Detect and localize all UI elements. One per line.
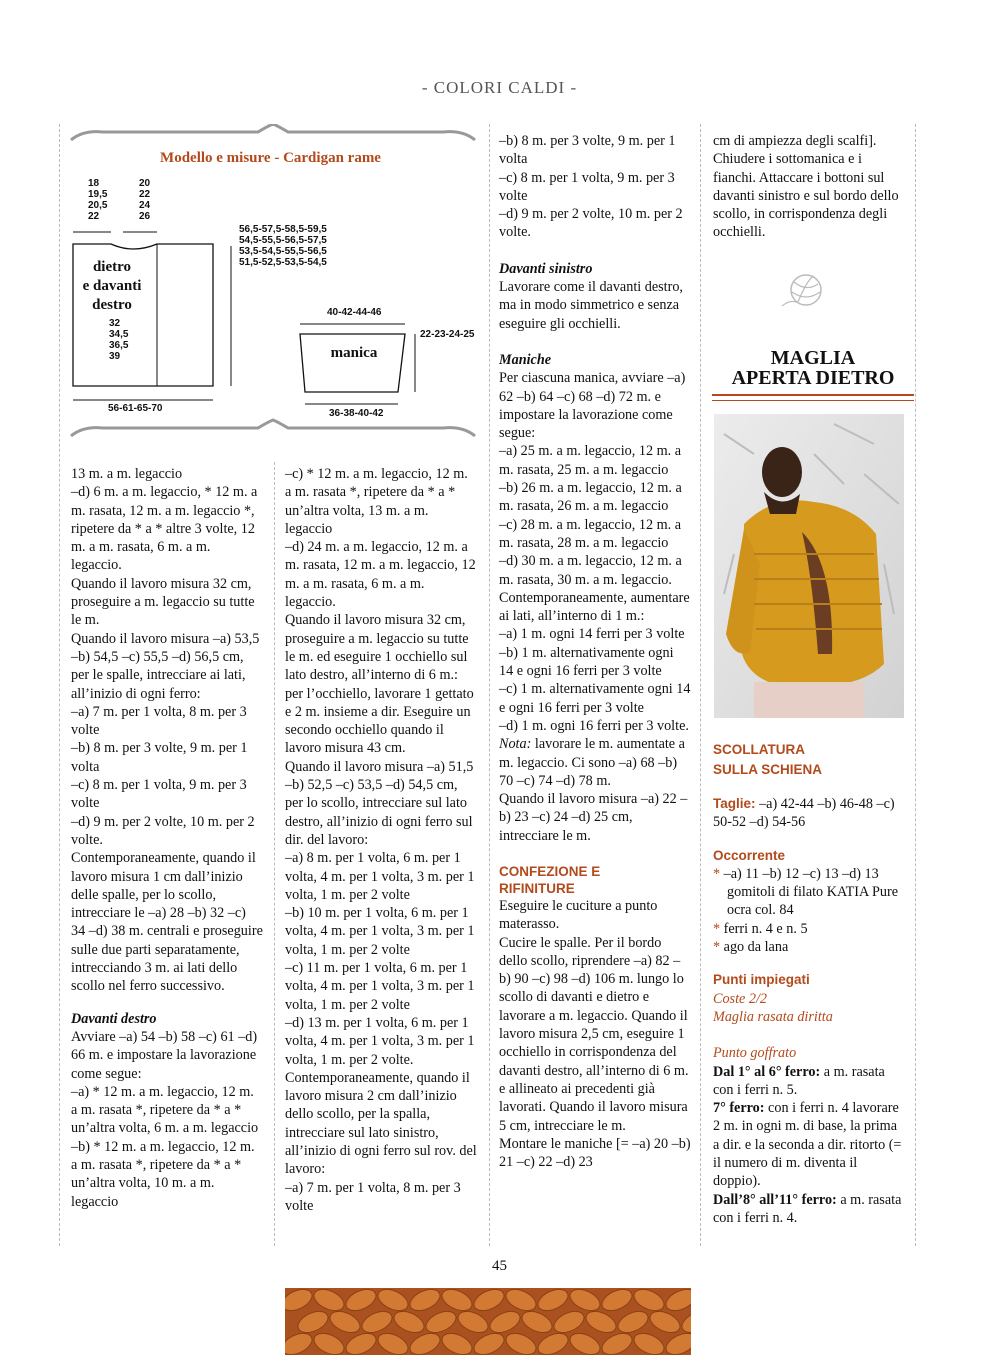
paragraph: Avviare –a) 54 –b) 58 –c) 61 –d) 66 m. e impostare la lavorazione come segue: [71, 1028, 258, 1082]
paragraph: Cucire le spalle. Per il bordo dello scollo, riprendere –a) 82 –b) 90 –c) 98 –d) 106 m. lungo lo scollo di davanti e dietro e lavorare a m. legaccio. Quando il lavoro misura 2,5 cm, eseguire 1 occhiello in corrispondenza del davanti destro, all’interno di 6 m. e allineato ai precedenti già lavorati. Quando il lavoro misura 5 cm, intrecciare le m. [499, 934, 689, 1134]
paragraph: –d) 24 m. a m. legaccio, 12 m. a m. rasata, 12 m. a m. legaccio, 12 m. a m. rasata, 6 m. a m. legaccio. [285, 539, 476, 611]
note-paragraph [499, 735, 691, 790]
paragraph: 7° ferro: con i ferri n. 4 lavorare 2 m. in ogni m. di base, la prima a dir. e la seconda a dir. ritorto (= il numero di m. diventa il doppio). [713, 1100, 902, 1190]
note-text: lavorare le m. aumentate a m. legaccio. Ci sono –a) 68 –b) 70 –c) 74 –d) 78 m. [499, 736, 685, 789]
text-column-4b [713, 740, 905, 1227]
paragraph: Quando il lavoro misura 32 cm, proseguire a m. legaccio su tutte le m. [71, 575, 255, 629]
text-column-1 [71, 465, 263, 1211]
paragraph: Eseguire le cuciture a punto materasso. [499, 897, 658, 933]
paragraph: –c) 28 m. a m. legaccio, 12 m. a m. rasata, 28 m. a m. legaccio [499, 516, 682, 551]
paragraph: –c) 8 m. per 1 volta, 9 m. per 3 volte [71, 777, 247, 812]
sleeve-height-measure: 22-23-24-25 [420, 329, 475, 340]
paragraph: Montare le maniche [= –a) 20 –b) 21 –c) 22 –d) 23 [499, 1135, 691, 1171]
sleeve-bottom-measure: 36-38-40-42 [329, 408, 384, 419]
column-divider [915, 124, 916, 1246]
paragraph: –d) 9 m. per 2 volte, 10 m. per 2 volte. [71, 813, 255, 848]
list-item: * ferri n. 4 e n. 5 [713, 920, 808, 937]
paragraph: –b) 10 m. per 1 volta, 6 m. per 1 volta, 4 m. per 1 volta, 3 m. per 1 volta, 1 m. per 2 volte [285, 905, 475, 958]
text-column-4 [713, 132, 905, 242]
body-piece-label: dietro e davanti destro [82, 259, 142, 313]
paragraph: 13 m. a m. legaccio [71, 466, 183, 482]
paragraph: Dal 1° al 6° ferro: a m. rasata con i ferri n. 5. [713, 1063, 885, 1098]
sleeve-label: manica [330, 345, 378, 361]
paragraph: –b) 8 m. per 3 volte, 9 m. per 1 volta [499, 133, 676, 168]
sizes-paragraph [713, 795, 905, 832]
model-photo [714, 414, 904, 718]
shoulder-measure-2: 20 22 24 26 [139, 178, 151, 222]
text-column-2 [285, 465, 477, 1215]
section-heading: Davanti sinistro [499, 260, 593, 277]
paragraph: Quando il lavoro misura –a) 53,5 –b) 54,5 –c) 55,5 –d) 56,5 cm, per le spalle, intrecciare ai lati, all’inizio di ogni ferro: [71, 630, 260, 702]
bottom-width-measure: 56-61-65-70 [108, 403, 163, 414]
confezione-heading: CONFEZIONE E RIFINITURE [499, 863, 601, 896]
shoulder-measure-1: 18 19,5 20,5 22 [88, 178, 108, 222]
paragraph: –b) 1 m. alternativamente ogni 14 e ogni 16 ferri per 3 volte [499, 644, 674, 680]
text-column-3 [499, 132, 691, 1171]
paragraph: –a) 7 m. per 1 volta, 8 m. per 3 volte [71, 703, 247, 739]
pattern-diagram [63, 124, 478, 442]
knit-texture-drawing [285, 1288, 691, 1355]
paragraph: Contemporaneamente, quando il lavoro misura 1 cm dall’inizio delle spalle, per lo scollo, intrecciare le –a) 28 –b) 32 –c) 34 –d) 38 m. centrali e proseguire sulle due parti separatamente, intrecciando 3 m. ai lati dello scollo nel ferro successivo. [71, 850, 263, 995]
paragraph: –d) 13 m. per 1 volta, 6 m. per 1 volta, 4 m. per 1 volta, 3 m. per 1 volta, 1 m. per 2 volte. [285, 1014, 475, 1068]
model-photo-illustration [714, 414, 904, 718]
paragraph: –c) 11 m. per 1 volta, 6 m. per 1 volta, 4 m. per 1 volta, 3 m. per 1 volta, 1 m. per 2 volte [285, 960, 475, 1013]
paragraph: –a) 7 m. per 1 volta, 8 m. per 3 volte [285, 1179, 461, 1214]
column-divider [274, 462, 275, 1246]
title-underline [712, 394, 914, 396]
yarn-ball-icon [780, 268, 828, 314]
paragraph: Lavorare come il davanti destro, ma in modo simmetrico e senza eseguire gli occhielli. [499, 279, 683, 332]
height-measure: 56,5-57,5-58,5-59,5 54,5-55,5-56,5-57,5 53,5-54,5-55,5-56,5 51,5-52,5-53,5-54,5 [239, 224, 327, 268]
paragraph: Quando il lavoro misura 32 cm, proseguire a m. legaccio su tutte le m. ed eseguire 1 occhiello sul lato destro, all’interno di 6 m.: per l’occhiello, lavorare 1 gettato e 2 m. insieme a dir. Eseguire un secondo occhiello quando il lavoro misura 43 cm. [285, 612, 474, 757]
paragraph: –b) * 12 m. a m. legaccio, 12 m. a m. rasata *, ripetere da * a * un’altra volta, 10 m. a m. legaccio [71, 1138, 255, 1210]
paragraph: –c) * 12 m. a m. legaccio, 12 m. a m. rasata *, ripetere da * a * un’altra volta, 13 m. a m. legaccio [285, 466, 468, 537]
paragraph: –a) 25 m. a m. legaccio, 12 m. a m. rasata, 25 m. a m. legaccio [499, 443, 682, 478]
stitch-name: Punto goffrato [713, 1045, 797, 1062]
section-heading: SCOLLATURA SULLA SCHIENA [713, 742, 823, 777]
paragraph: –c) 8 m. per 1 volta, 9 m. per 3 volte [499, 169, 675, 204]
paragraph: –c) 1 m. alternativamente ogni 14 e ogni 16 ferri per 3 volte [499, 681, 691, 716]
diagram-title: Modello e misure - Cardigan rame [160, 150, 381, 166]
paragraph: Contemporaneamente, quando il lavoro misura 2 cm dall’inizio dello scollo, per la spalla, intrecciare sul lato sinistro, all’inizio di ogni ferro sul rov. del lavoro: [285, 1069, 477, 1178]
list-item: * ago da lana [713, 939, 789, 956]
paragraph: –d) 1 m. ogni 16 ferri per 3 volte. [499, 717, 689, 734]
paragraph: Quando il lavoro misura –a) 22 –b) 23 –c) 24 –d) 25 cm, intrecciare le m. [499, 791, 688, 844]
paragraph: –d) 30 m. a m. legaccio, 12 m. a m. rasata, 30 m. a m. legaccio. [499, 553, 682, 588]
paragraph: –d) 9 m. per 2 volte, 10 m. per 2 volte. [499, 206, 683, 241]
page-number: 45 [492, 1258, 507, 1274]
section-heading: Maniche [499, 351, 552, 368]
paragraph: –d) 6 m. a m. legaccio, * 12 m. a m. rasata, 12 m. a m. legaccio *, ripetere da * a * altre 3 volte, 12 m. a m. rasata, 6 m. a m. legaccio. [71, 484, 258, 574]
list-item: * –a) 11 –b) 12 –c) 13 –d) 13 gomitoli di filato KATIA Pure ocra col. 84 [713, 865, 899, 919]
article-title: MAGLIA APERTA DIETRO [731, 347, 895, 389]
note-label: Nota: [499, 736, 532, 753]
paragraph: –b) 26 m. a m. legaccio, 12 m. a m. rasata, 26 m. a m. legaccio [499, 480, 682, 515]
sizes-text: –a) 42-44 –b) 46-48 –c) 50-52 –d) 54-56 [713, 796, 895, 831]
paragraph: –a) 1 m. ogni 14 ferri per 3 volte [499, 626, 685, 643]
section-heading: Davanti destro [71, 1010, 157, 1027]
body-width-measure: 32 34,5 36,5 39 [109, 318, 129, 362]
paragraph: Per ciascuna manica, avviare –a) 62 –b) 64 –c) 68 –d) 72 m. e impostare la lavorazione come segue: [499, 370, 686, 442]
paragraph: Dall’8° all’11° ferro: a m. rasata con i ferri n. 4. [713, 1191, 902, 1226]
paragraph: Contemporaneamente, aumentare ai lati, all’interno di 1 m.: [499, 589, 690, 625]
title-underline [712, 400, 914, 401]
sleeve-top-measure: 40-42-44-46 [327, 307, 382, 318]
stitch-name: Coste 2/2 [713, 990, 767, 1007]
column-divider [489, 124, 490, 1246]
paragraph: cm di ampiezza degli scalfi]. Chiudere i sottomanica e i fianchi. Attaccare i bottoni sul davanti sinistro e sul bordo dello scollo, in corrispondenza degli occhielli. [713, 133, 899, 241]
page-header: - COLORI CALDI - [421, 78, 578, 97]
column-divider [59, 124, 60, 1246]
stitch-name: Maglia rasata diritta [713, 1008, 833, 1025]
sizes-label: Taglie: [713, 796, 756, 811]
column-divider [700, 124, 701, 1246]
stitches-heading: Punti impiegati [713, 972, 810, 988]
paragraph: –b) 8 m. per 3 volte, 9 m. per 1 volta [71, 740, 248, 775]
paragraph: –a) * 12 m. a m. legaccio, 12 m. a m. rasata *, ripetere da * a * un’altra volta, 6 m. a m. legaccio [71, 1083, 259, 1137]
materials-heading: Occorrente [713, 847, 786, 863]
paragraph: Quando il lavoro misura –a) 51,5 –b) 52,5 –c) 53,5 –d) 54,5 cm, per lo scollo, intrecciare sul lato destro, all’inizio di ogni ferro sul dir. del lavoro: [285, 758, 474, 848]
paragraph: –a) 8 m. per 1 volta, 6 m. per 1 volta, 4 m. per 1 volta, 3 m. per 1 volta, 1 m. per 2 volte [285, 850, 475, 903]
knit-texture-image [285, 1288, 691, 1355]
